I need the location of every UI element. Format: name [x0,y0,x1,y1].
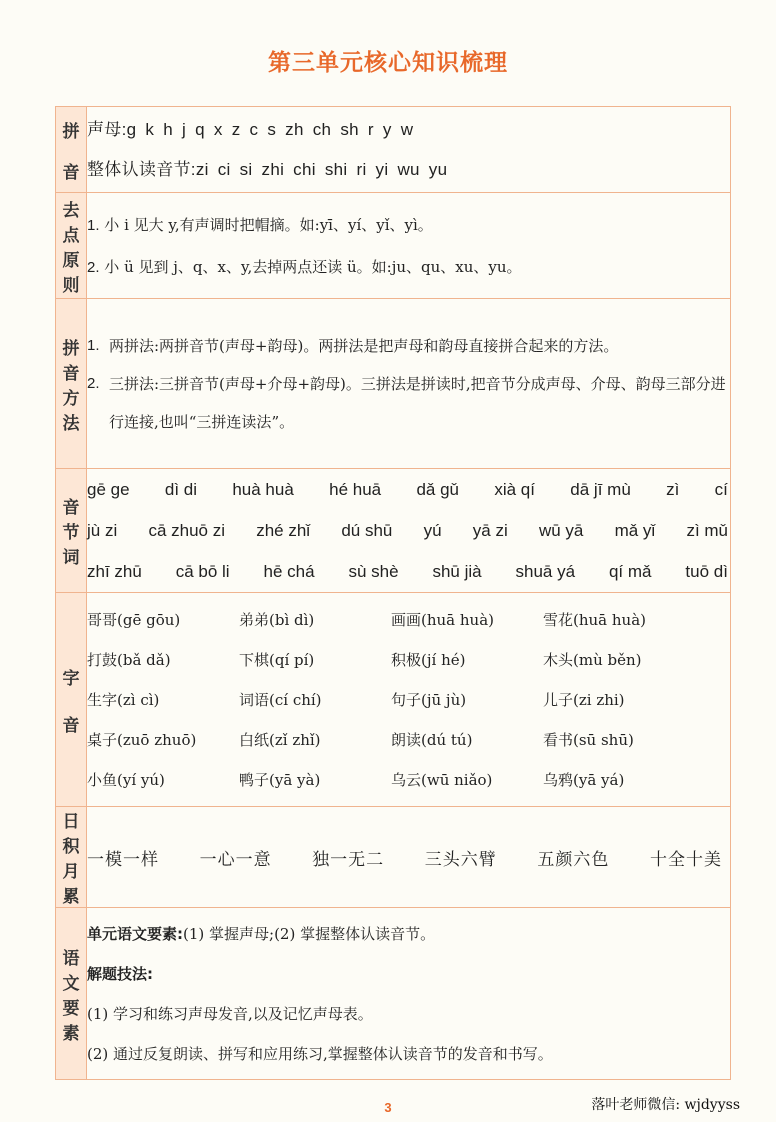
syllable-word: yú [423,521,442,540]
syllable-word: hé huā [329,480,382,499]
char-choice: 白纸(zǐ zhǐ) [239,730,321,749]
idiom: 一模一样 [87,849,159,870]
rule-item [87,246,730,288]
label-char: 积 [62,837,80,857]
char-choice: 弟弟(bì dì) [239,610,315,629]
idiom: 十全十美 [649,849,722,870]
label-char: 要 [62,998,80,1019]
char-choice: 词语(cí chí) [239,690,322,709]
section-content [87,107,731,193]
idiom: 一心一意 [199,849,272,870]
idiom: 三头六臂 [424,849,497,870]
syllable-word: qí mǎ [608,562,652,581]
label-char: 则 [62,275,80,296]
syllable-word: cā bō li [175,562,230,581]
char-choice: 雪花(huā huà) [543,610,647,629]
page-title: 第三单元核心知识梳理 [268,50,508,76]
label-char: 词 [62,548,80,568]
technique-line: (1) 学习和练习声母发音,以及记忆声母表。 [87,1004,373,1023]
label-char: 日 [62,812,80,832]
section-idioms [56,807,731,908]
syllable-word: zhé zhǐ [256,521,311,540]
rule-text: 小 ü 见到 j、q、x、y,去掉两点还读 ü。如:ju、qu、xu、yu。 [104,257,522,276]
idiom: 独一无二 [312,849,385,870]
label-char: 方 [62,388,80,409]
whole-syllables-line: 整体认读音节:zi ci si zhi chi shi ri yi wu yu [87,159,448,179]
char-choice: 打鼓(bǎ dǎ) [87,650,171,669]
footer-note: 落叶老师微信: wjdyyss [591,1097,740,1113]
syllable-word: xià qí [494,480,535,499]
section-rules [56,193,731,299]
syllable-word: shuā yá [515,562,576,581]
label-char: 累 [62,887,80,907]
section-content [87,908,731,1080]
rule-text: 小 i 见大 y,有声调时把帽摘。如:yī、yí、yǐ、yì。 [104,215,433,234]
section-chars [56,593,731,807]
label-char: 字 [62,668,80,689]
char-choice: 句子(jū jù) [391,690,467,709]
method-item [87,327,730,365]
word-row [87,510,730,551]
syllable-word: zì [666,480,680,499]
char-choice: 桌子(zuō zhuō) [87,730,197,749]
char-choice: 积极(jí hé) [391,650,466,669]
rule-item [87,204,730,246]
char-choice: 朗读(dú tú) [391,730,473,749]
section-content [87,593,731,807]
char-grid [87,600,730,800]
label-char: 拼 [62,121,80,142]
section-label [56,908,87,1080]
section-label [56,299,87,469]
section-elements [56,908,731,1080]
char-choice: 下棋(qí pí) [239,650,315,669]
char-choice: 小鱼(yí yú) [87,770,165,789]
syllable-word: cí [714,480,728,499]
elements-line [87,914,730,954]
syllable-word: tuō dì [685,562,728,581]
syllable-word: zì mǔ [686,521,728,540]
idiom: 五颜六色 [537,849,610,870]
section-label [56,593,87,807]
char-choice: 鸭子(yā yà) [239,770,321,789]
syllable-word: sù shè [348,562,399,581]
syllable-word: wū yā [538,521,584,540]
method-text: 三拼法:三拼音节(声母+介母+韵母)。三拼法是拼读时,把音节分成声母、介母、韵母三部分进行连接,也叫“三拼连读法”。 [109,374,726,431]
section-label [56,807,87,908]
label-char: 去 [62,200,80,221]
syllable-word: jù zi [87,521,118,540]
technique-line: (2) 通过反复朗读、拼写和应用练习,掌握整体认读音节的发音和书写。 [87,1044,553,1063]
item-number: 1. [87,216,100,234]
syllable-word: dì di [164,480,198,499]
elements-heading: 单元语文要素: [87,924,183,943]
syllable-word: gē ge [87,480,130,499]
char-choice: 乌云(wū niǎo) [391,770,493,789]
syllable-word: dǎ gǔ [416,480,459,499]
idiom-list [87,845,730,870]
syllable-word: shū jià [432,562,482,581]
char-choice: 儿子(zi zhi) [543,690,625,709]
section-pinyin [56,107,731,193]
initials-line: 声母:g k h j q x z c s zh ch sh r y w [87,119,414,139]
label-char: 音 [62,162,80,183]
label-char: 原 [62,250,80,271]
syllable-word: dā jī mù [570,480,631,499]
page-number: 3 [384,1100,392,1115]
label-char: 拼 [62,338,80,359]
section-label [56,107,87,193]
section-content [87,469,731,593]
char-choice: 看书(sū shū) [543,730,634,749]
elements-text: (1) 掌握声母;(2) 掌握整体认读音节。 [183,924,436,943]
section-content [87,807,731,908]
syllable-word: mǎ yǐ [614,521,656,540]
method-text: 两拼法:两拼音节(声母+韵母)。两拼法是把声母和韵母直接拼合起来的方法。 [109,336,619,355]
item-number: 2. [87,258,100,276]
section-label [56,193,87,299]
word-row [87,469,730,510]
word-row [87,551,730,592]
char-choice: 乌鸦(yā yá) [543,770,625,789]
method-item [87,365,730,441]
char-choice: 哥哥(gē gōu) [87,610,181,629]
label-char: 点 [62,225,80,246]
syllable-word: dú shū [341,521,393,540]
section-label [56,469,87,593]
label-char: 音 [62,498,80,518]
char-choice: 画画(huā huà) [391,610,495,629]
syllable-word: cā zhuō zi [148,521,225,540]
char-choice: 木头(mù běn) [543,650,642,669]
label-char: 节 [62,523,80,543]
label-char: 语 [62,948,80,969]
syllable-word: zhī zhū [87,562,142,581]
label-char: 月 [62,862,80,882]
syllable-word: yā zi [472,521,508,540]
label-char: 音 [62,363,80,384]
section-words [56,469,731,593]
knowledge-table [55,106,731,1080]
char-choice: 生字(zì cì) [87,690,160,709]
label-char: 音 [62,715,80,736]
label-char: 文 [62,973,80,994]
item-number: 2. [87,374,100,392]
section-content [87,193,731,299]
label-char: 法 [62,413,80,434]
label-char: 素 [62,1023,80,1044]
item-number: 1. [87,336,100,354]
technique-heading: 解题技法: [87,964,153,983]
section-methods [56,299,731,469]
syllable-word: hē chá [263,562,315,581]
syllable-word: huà huà [232,480,294,499]
section-content [87,299,731,469]
